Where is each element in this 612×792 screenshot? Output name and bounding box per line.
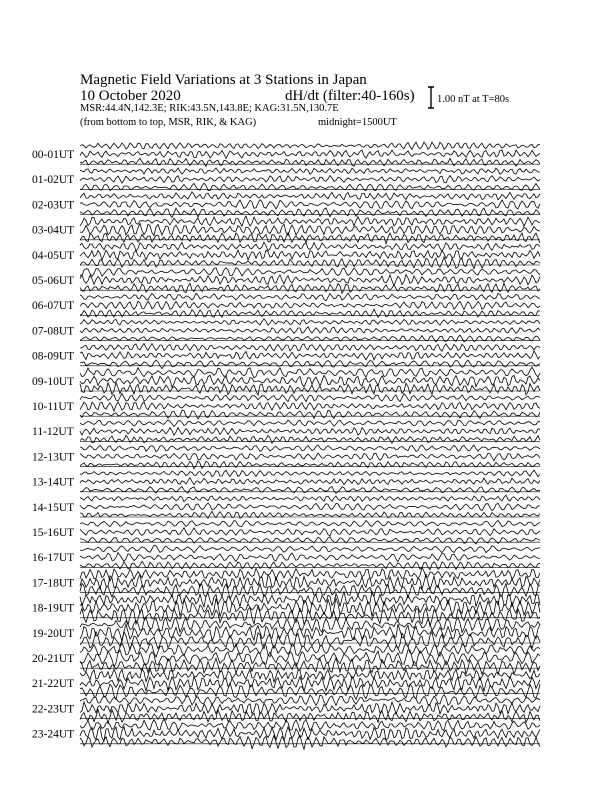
hour-label: 03-04UT <box>32 224 75 237</box>
trace-KAG <box>80 695 540 706</box>
hour-label: 13-14UT <box>32 476 75 489</box>
trace-RIK <box>80 702 540 714</box>
hour-label: 08-09UT <box>32 350 75 363</box>
hour-label: 14-15UT <box>32 501 75 514</box>
trace-KAG <box>80 168 540 174</box>
trace-MSR <box>80 487 540 494</box>
trace-KAG <box>80 268 540 277</box>
trace-MSR <box>80 710 540 724</box>
trace-MSR <box>80 683 540 699</box>
trace-RIK <box>80 301 540 309</box>
trace-KAG <box>80 591 540 607</box>
trace-KAG <box>80 495 540 501</box>
trace-RIK <box>80 224 540 236</box>
hour-row-22-23UT <box>32 695 540 724</box>
trace-RIK <box>80 453 540 461</box>
trace-KAG <box>80 192 540 200</box>
hour-row-07-08UT <box>32 319 540 342</box>
station-order-note: (from bottom to top, MSR, RIK, & KAG) <box>80 117 257 128</box>
trace-MSR <box>80 461 540 469</box>
hour-label: 23-24UT <box>32 728 75 741</box>
hour-label: 17-18UT <box>32 577 75 590</box>
trace-KAG <box>80 142 540 149</box>
hour-label: 20-21UT <box>32 653 75 665</box>
trace-MSR <box>80 283 540 293</box>
hour-label: 11-12UT <box>32 426 74 439</box>
hour-row-02-03UT <box>32 192 540 218</box>
hour-label: 04-05UT <box>32 249 75 262</box>
trace-MSR <box>80 360 540 369</box>
scale-bar-label: 1.00 nT at T=80s <box>437 94 510 105</box>
hour-row-17-18UT <box>32 567 540 598</box>
trace-KAG <box>80 367 540 378</box>
trace-KAG <box>80 319 540 325</box>
trace-RIK <box>80 351 540 360</box>
hour-row-10-11UT <box>32 393 540 419</box>
trace-KAG <box>80 719 540 731</box>
hour-label: 01-02UT <box>32 174 75 187</box>
trace-RIK <box>80 150 540 158</box>
hour-label: 10-11UT <box>32 401 74 413</box>
trace-RIK <box>80 428 540 436</box>
hour-label: 00-01UT <box>32 149 75 161</box>
trace-KAG <box>80 343 540 351</box>
trace-KAG <box>80 567 540 580</box>
hour-row-06-07UT <box>32 293 540 317</box>
trace-MSR <box>80 383 540 396</box>
hour-row-01-02UT <box>32 168 540 191</box>
hour-row-03-04UT <box>32 216 540 244</box>
hour-label: 05-06UT <box>32 275 75 287</box>
hour-row-09-10UT <box>32 367 540 395</box>
trace-MSR <box>80 537 540 544</box>
hour-label: 12-13UT <box>32 451 75 464</box>
hour-row-11-12UT <box>32 420 540 443</box>
hour-label: 07-08UT <box>32 325 75 338</box>
trace-MSR <box>80 309 540 317</box>
trace-RIK <box>80 402 540 411</box>
hour-label: 22-23UT <box>32 703 75 716</box>
hour-row-05-06UT <box>32 268 540 294</box>
trace-RIK <box>80 250 540 260</box>
trace-KAG <box>80 445 540 452</box>
trace-KAG <box>80 520 540 527</box>
hour-row-13-14UT <box>32 470 540 493</box>
hour-label: 02-03UT <box>32 199 75 212</box>
trace-MSR <box>80 410 540 419</box>
hour-label: 21-22UT <box>32 678 75 691</box>
trace-RIK <box>80 176 540 184</box>
midnight-note: midnight=1500UT <box>318 117 397 128</box>
hour-label: 18-19UT <box>32 602 75 615</box>
scale-bar <box>428 87 434 108</box>
station-coordinates: MSR:44.4N,142.3E; RIK:43.5N,143.8E; KAG:31.5N,130.7E <box>80 103 339 114</box>
trace-KAG <box>80 617 540 632</box>
trace-MSR <box>80 158 540 166</box>
chart-title: Magnetic Field Variations at 3 Stations in Japan <box>80 72 367 88</box>
trace-RIK <box>80 375 540 387</box>
trace-RIK <box>80 200 540 209</box>
hour-label: 09-10UT <box>32 375 75 388</box>
trace-MSR <box>80 561 540 569</box>
trace-KAG <box>80 420 540 427</box>
trace-MSR <box>80 584 540 599</box>
trace-KAG <box>80 393 540 401</box>
hour-row-20-21UT <box>32 643 540 674</box>
hour-row-16-17UT <box>32 545 540 570</box>
hour-row-08-09UT <box>32 343 540 368</box>
hour-row-04-05UT <box>32 242 540 268</box>
trace-RIK <box>80 727 540 741</box>
hour-label: 15-16UT <box>32 527 75 539</box>
trace-KAG <box>80 242 540 251</box>
trace-RIK <box>80 553 540 562</box>
trace-RIK <box>80 275 540 286</box>
trace-KAG <box>80 643 540 657</box>
hour-row-12-13UT <box>32 445 540 469</box>
trace-MSR <box>80 735 540 749</box>
trace-MSR <box>80 257 540 269</box>
trace-MSR <box>80 208 540 217</box>
trace-RIK <box>80 503 540 511</box>
hour-label: 06-07UT <box>32 300 75 313</box>
trace-MSR <box>80 233 540 244</box>
trace-RIK <box>80 528 540 536</box>
trace-MSR <box>80 435 540 443</box>
hour-row-15-16UT <box>32 520 540 544</box>
hour-row-00-01UT <box>32 142 540 166</box>
trace-RIK <box>80 327 540 334</box>
hour-row-21-22UT <box>32 669 540 700</box>
trace-KAG <box>80 470 540 477</box>
hour-label: 16-17UT <box>32 552 75 565</box>
chart-filter-label: dH/dt (filter:40-160s) <box>285 88 415 104</box>
hour-label: 19-20UT <box>32 627 75 640</box>
trace-KAG <box>80 545 540 553</box>
trace-KAG <box>80 293 540 301</box>
hour-row-14-15UT <box>32 495 540 518</box>
trace-RIK <box>80 478 540 485</box>
chart-date: 10 October 2020 <box>80 88 181 104</box>
